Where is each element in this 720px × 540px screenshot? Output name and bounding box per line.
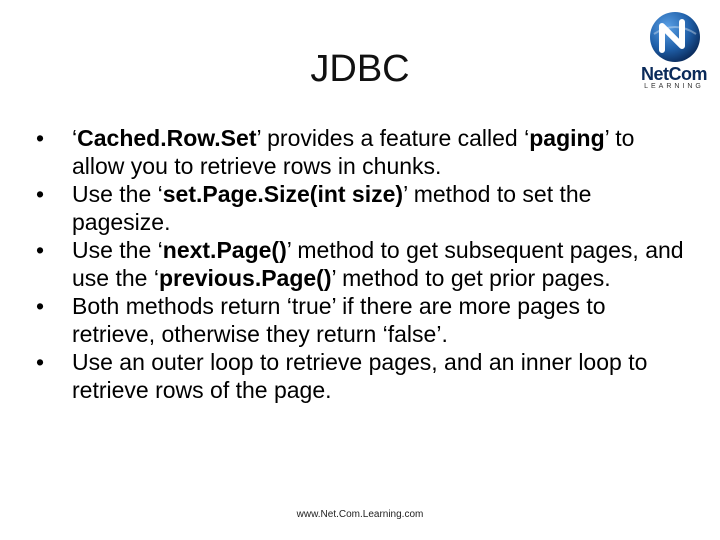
bullet-text: ’ to allow you to retrieve rows in chunks. — [72, 125, 635, 179]
bullet-dot-icon: • — [35, 237, 45, 263]
bullet-code-term: set.Page.Size(int size) — [162, 181, 404, 207]
netcom-logo — [632, 8, 716, 92]
footer-url: www.Net.Com.Learning.com — [296, 509, 424, 520]
bullet-text: ’ provides a feature called ‘ — [256, 125, 530, 151]
bullet-text: ’ method to get subsequent pages, and use the ‘ — [72, 237, 684, 291]
bullet-text: Use the ‘ — [72, 181, 163, 207]
bullet-dot-icon: • — [35, 125, 45, 151]
logo-brand: NetCom — [640, 64, 707, 84]
logo-subtitle: LEARNING — [644, 83, 704, 90]
bullet-code-term: next.Page() — [162, 237, 287, 263]
bullet-code-term: paging — [529, 125, 605, 151]
bullet-item — [30, 292, 690, 348]
bullet-list — [30, 124, 690, 404]
bullet-dot-icon: • — [35, 181, 45, 207]
bullet-text: Both methods return ‘true’ if there are more pages to retrieve, otherwise they return ‘false’. — [72, 293, 606, 347]
bullet-code-term: Cached.Row.Set — [77, 125, 257, 151]
globe-n-icon — [648, 10, 702, 64]
bullet-text: Use an outer loop to retrieve pages, and an inner loop to retrieve rows of the page. — [72, 349, 648, 403]
bullet-code-term: previous.Page() — [158, 265, 332, 291]
bullet-dot-icon: • — [35, 349, 45, 375]
bullet-text: ‘ — [72, 125, 78, 151]
bullet-text: Use the ‘ — [72, 237, 163, 263]
bullet-dot-icon: • — [35, 293, 45, 319]
bullet-item — [30, 180, 690, 236]
bullet-item — [30, 124, 690, 180]
slide-title: JDBC — [310, 48, 410, 90]
bullet-item — [30, 236, 690, 292]
bullet-item — [30, 348, 690, 404]
bullet-text: ’ method to get prior pages. — [331, 265, 611, 291]
bullet-text: ’ method to set the pagesize. — [72, 181, 592, 235]
